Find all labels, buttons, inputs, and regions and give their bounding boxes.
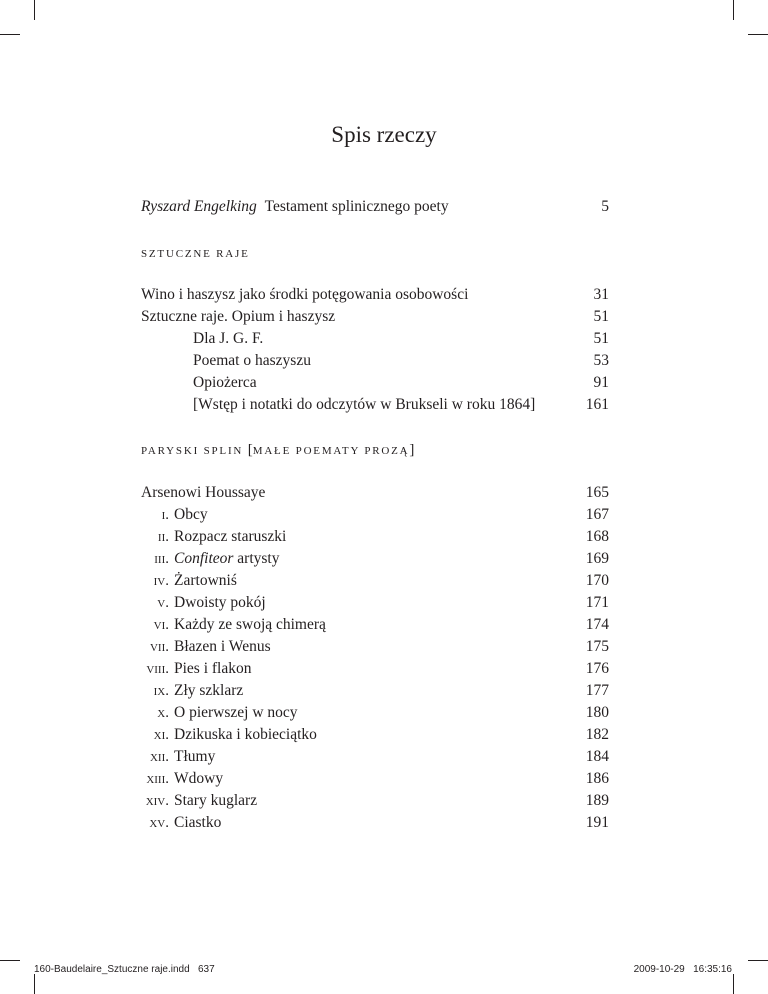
toc-entry	[141, 548, 609, 570]
roman-numeral: x.	[157, 705, 169, 721]
toc-entry	[141, 702, 609, 724]
toc-page-number: 171	[585, 594, 609, 611]
toc-page-number: 167	[585, 506, 609, 523]
toc-entry-title: Zły szklarz	[174, 682, 244, 699]
toc-entry-title: Stary kuglarz	[174, 792, 258, 809]
toc-entry	[141, 592, 609, 614]
intro-title: Testament splinicznego poety	[264, 198, 449, 215]
toc-page-number: 175	[585, 638, 609, 655]
toc-entry-title: Opiożerca	[193, 374, 257, 391]
toc-page-number: 191	[585, 814, 609, 831]
toc-entry-title: Pies i flakon	[174, 660, 252, 677]
toc-entry	[141, 328, 609, 350]
toc-page-number: 51	[593, 308, 609, 325]
section-heading-paryski-splin	[141, 442, 414, 459]
toc-entry-title: Wino i haszysz jako środki potęgowania osobowości	[141, 286, 469, 303]
roman-numeral: xi.	[153, 727, 169, 743]
toc-page-number: 168	[585, 528, 609, 545]
slug-timestamp: 2009-10-29 16:35:16	[633, 964, 732, 975]
toc-entry	[141, 724, 609, 746]
toc-entry-title: Dla J. G. F.	[193, 330, 264, 347]
toc-entry-title: Ciastko	[174, 814, 222, 831]
roman-numeral: xv.	[149, 815, 169, 831]
toc-entry	[141, 636, 609, 658]
toc-entry-dedication	[141, 482, 609, 504]
roman-numeral: iii.	[154, 551, 169, 567]
toc-entry-title: Sztuczne raje. Opium i haszysz	[141, 308, 336, 325]
toc-entry-title: Arsenowi Houssaye	[141, 484, 266, 501]
slug-filename: 160-Baudelaire_Sztuczne raje.indd 637	[34, 964, 215, 975]
page-title: Spis rzeczy	[331, 122, 437, 147]
toc-entry-title: Tłumy	[174, 748, 216, 765]
intro-author: Ryszard Engelking	[141, 198, 257, 215]
roman-numeral: viii.	[146, 661, 169, 677]
toc-entry-title-italic: Confiteor	[174, 550, 234, 567]
toc-entry-title: Dwoisty pokój	[174, 594, 266, 611]
toc-page-number: 174	[585, 616, 609, 633]
crop-mark-top-left	[34, 0, 35, 20]
toc-entry	[141, 746, 609, 768]
toc-entry	[141, 768, 609, 790]
crop-mark-top-right	[733, 0, 734, 20]
roman-numeral: vii.	[149, 639, 169, 655]
toc-entry	[141, 306, 609, 328]
crop-mark-bottom-right	[733, 974, 734, 994]
toc-entry-title: Żartowniś	[174, 572, 237, 589]
toc-page-number: 53	[593, 352, 609, 369]
toc-entry-title: Dzikuska i kobieciątko	[174, 726, 317, 743]
toc-page-number: 51	[593, 330, 609, 347]
toc-page-number: 177	[585, 682, 609, 699]
section-heading-subtitle: MAŁE POEMATY PROZĄ	[252, 445, 410, 457]
toc-entry	[141, 812, 609, 834]
toc-page-number: 170	[585, 572, 609, 589]
toc-entry	[141, 790, 609, 812]
roman-numeral: xiii.	[146, 771, 169, 787]
toc-entry-title: Wdowy	[174, 770, 224, 787]
toc-entry-title: Błazen i Wenus	[174, 638, 271, 655]
toc-page-number: 189	[585, 792, 609, 809]
toc-page-number: 169	[585, 550, 609, 567]
toc-entry-title-rest: artysty	[237, 550, 280, 567]
toc-entry	[141, 570, 609, 592]
crop-mark-bottom-left	[34, 974, 35, 994]
section-heading-sztuczne-raje	[141, 248, 250, 260]
toc-page-number: 182	[585, 726, 609, 743]
toc-entry	[141, 394, 609, 416]
section-heading-text: SZTUCZNE RAJE	[141, 248, 250, 260]
roman-numeral: vi.	[153, 617, 169, 633]
roman-numeral: ix.	[153, 683, 169, 699]
toc-entry-title: Obcy	[174, 506, 208, 523]
toc-entry-title: Każdy ze swoją chimerą	[174, 616, 326, 633]
crop-mark-top-right	[748, 34, 768, 35]
roman-numeral: ii.	[157, 529, 169, 545]
toc-entry	[141, 680, 609, 702]
section-heading-bracket-open: [	[247, 442, 253, 458]
crop-mark-bottom-right	[748, 960, 768, 961]
roman-numeral: xiv.	[145, 793, 169, 809]
toc-page-number: 186	[585, 770, 609, 787]
toc-page-number: 161	[585, 396, 609, 413]
toc-page-number: 31	[593, 286, 609, 303]
toc-page-number: 176	[585, 660, 609, 677]
toc-page-number: 165	[585, 484, 609, 501]
toc-page-number: 180	[585, 704, 609, 721]
toc-entry-title: Rozpacz staruszki	[174, 528, 287, 545]
toc-entry-intro	[141, 196, 609, 218]
toc-entry	[141, 284, 609, 306]
section-heading-bracket-close: ]	[409, 442, 415, 458]
roman-numeral: v.	[157, 595, 169, 611]
toc-entry	[141, 614, 609, 636]
roman-numeral: iv.	[153, 573, 169, 589]
toc-entry-title: [Wstęp i notatki do odczytów w Brukseli w roku 1864]	[193, 396, 536, 413]
toc-entry-title	[174, 548, 279, 570]
toc-page-number: 184	[585, 748, 609, 765]
toc-entry	[141, 350, 609, 372]
toc-entry	[141, 372, 609, 394]
crop-mark-bottom-left	[0, 960, 20, 961]
toc-page-number: 5	[601, 198, 609, 215]
toc-entry	[141, 526, 609, 548]
crop-mark-top-left	[0, 34, 20, 35]
section-heading-text: PARYSKI SPLIN	[141, 445, 244, 457]
roman-numeral: xii.	[149, 749, 169, 765]
toc-entry	[141, 658, 609, 680]
toc-entry-title: O pierwszej w nocy	[174, 704, 298, 721]
toc-entry	[141, 504, 609, 526]
roman-numeral: i.	[161, 507, 169, 523]
toc-entry-title	[141, 196, 449, 218]
toc-entry-title: Poemat o haszyszu	[193, 352, 311, 369]
toc-page-number: 91	[593, 374, 609, 391]
